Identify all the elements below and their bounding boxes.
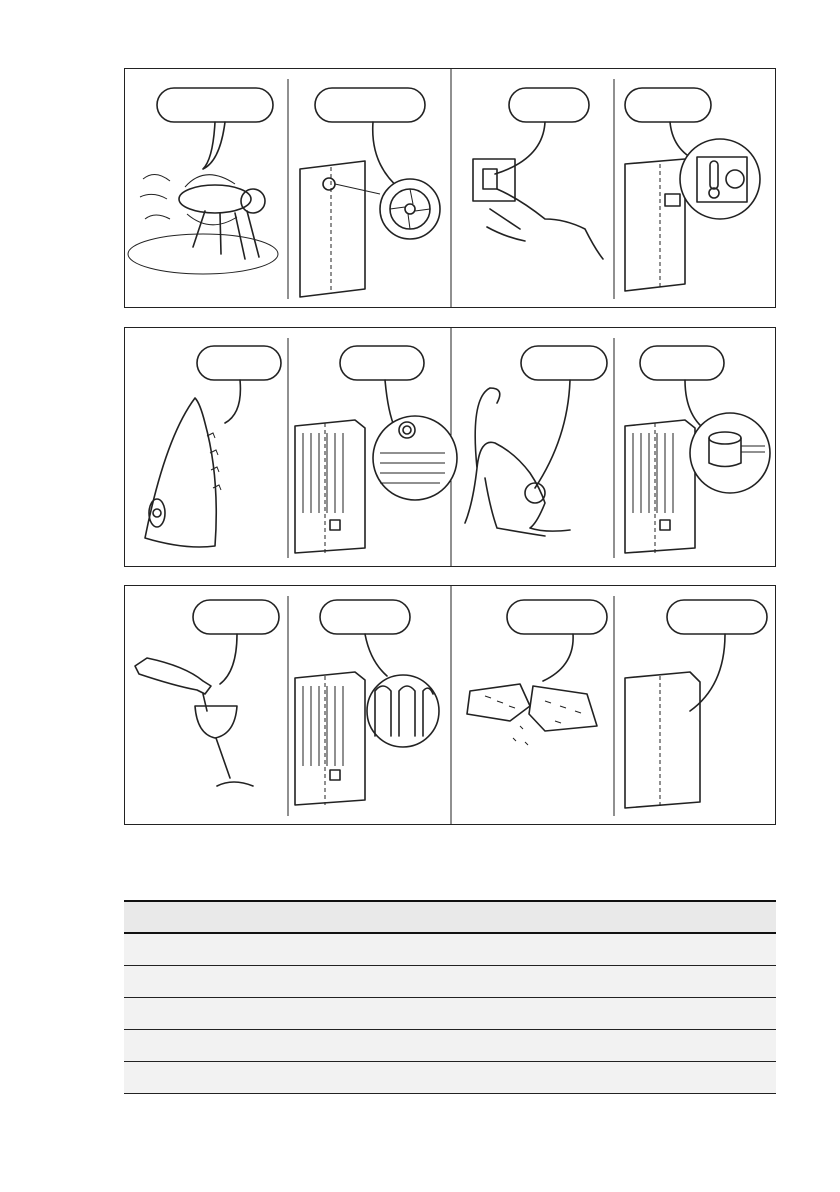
light-switch-hand-icon <box>473 88 603 259</box>
wine-pouring-icon <box>135 600 279 786</box>
broken-ice-tray-icon <box>467 600 607 745</box>
figure-row-1 <box>124 68 776 308</box>
table-header <box>124 900 776 934</box>
fridge-thermostat-icon <box>625 88 760 291</box>
fly-icon <box>128 88 278 274</box>
table-row <box>124 966 776 998</box>
table-row <box>124 1062 776 1094</box>
figure-row-2 <box>124 327 776 567</box>
fridge-condenser-coil-icon <box>295 346 457 553</box>
figure-row-3 <box>124 585 776 825</box>
fridge-pipe-bend-icon <box>295 600 439 805</box>
stretching-cat-icon <box>465 346 607 536</box>
fridge-fan-icon <box>300 88 440 297</box>
table-row <box>124 1030 776 1062</box>
steam-iron-icon <box>145 346 281 547</box>
data-table <box>124 900 776 1094</box>
table-row <box>124 934 776 966</box>
fridge-compressor-icon <box>625 346 770 553</box>
table-row <box>124 998 776 1030</box>
fridge-cabinet-icon <box>625 600 767 808</box>
